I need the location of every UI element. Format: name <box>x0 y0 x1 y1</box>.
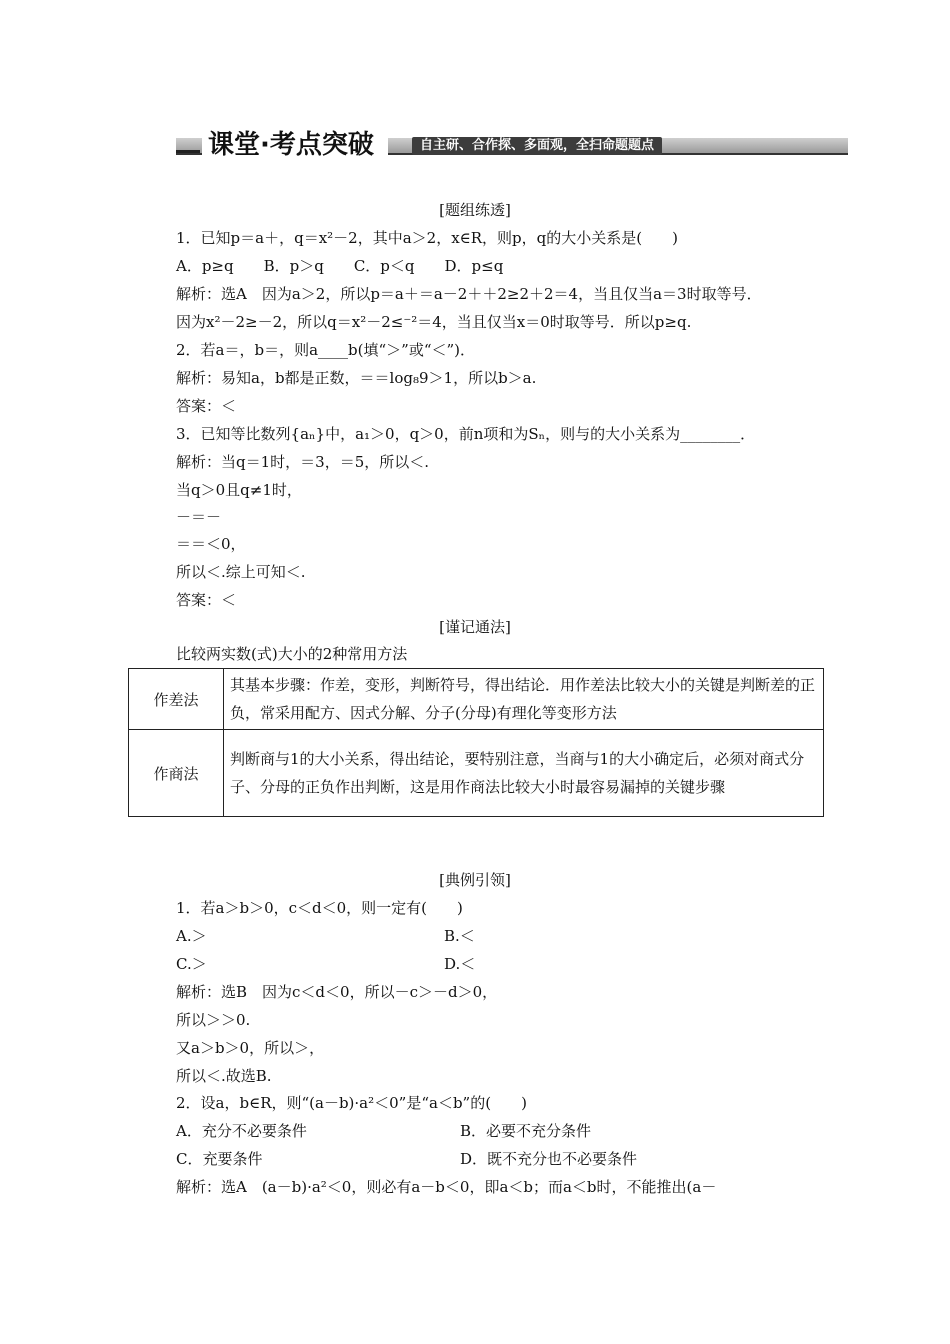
heading-examples: [典例引领] <box>439 871 511 889</box>
method-description: 其基本步骤：作差，变形，判断符号，得出结论．用作差法比较大小的关键是判断差的正负，常采用配方、因式分解、分子(分母)有理化等变形方法 <box>224 669 824 730</box>
method-description: 判断商与1的大小关系，得出结论，要特别注意，当商与1的大小确定后，必须对商式分子、分母的正负作出判断，这是用作商法比较大小时最容易漏掉的关键步骤 <box>224 730 824 817</box>
example-1-option-b: B.＜ <box>444 927 475 945</box>
heading-practice: [题组练透] <box>439 201 511 219</box>
question-3-answer: 答案：＜ <box>176 591 237 609</box>
question-3-solution-line-1: 解析：当q＝1时，＝3，＝5，所以＜. <box>176 453 430 471</box>
example-2-option-c: C．充要条件 <box>176 1150 263 1168</box>
example-2-solution: 解析：选A (a－b)·a²＜0，则必有a－b＜0，即a＜b；而a＜b时，不能推出(a－ <box>176 1178 717 1196</box>
banner-title: 课堂·考点突破 <box>202 128 388 162</box>
example-1: 1．若a＞b＞0，c＜d＜0，则一定有( ) <box>176 899 463 917</box>
question-3-solution-line-3: －＝－ <box>176 508 222 526</box>
question-2: 2．若a＝，b＝，则a____b(填“＞”或“＜”)． <box>176 341 476 359</box>
example-1-solution-line-3: 又a＞b＞0，所以＞， <box>176 1039 325 1057</box>
question-1-solution-line-1: 解析：选A 因为a＞2，所以p＝a＋＝a－2＋＋2≥2＋2＝4，当且仅当a＝3时取等号． <box>176 285 762 303</box>
example-2: 2．设a，b∈R，则“(a－b)·a²＜0”是“a＜b”的( ) <box>176 1094 527 1112</box>
table-row <box>129 730 824 817</box>
question-2-solution: 解析：易知a，b都是正数，＝＝log₈9＞1，所以b＞a. <box>176 369 537 387</box>
banner-left-line <box>176 150 200 153</box>
question-1: 1．已知p＝a＋，q＝x²－2，其中a＞2，x∈R，则p，q的大小关系是( ) <box>176 229 678 247</box>
example-1-option-d: D.＜ <box>444 955 476 973</box>
example-1-solution-line-1: 解析：选B 因为c＜d＜0，所以－c＞－d＞0， <box>176 983 498 1001</box>
example-2-option-b: B．必要不充分条件 <box>460 1122 592 1140</box>
question-3-solution-line-2: 当q＞0且q≠1时， <box>176 481 302 499</box>
example-1-solution-line-4: 所以＜.故选B. <box>176 1067 272 1085</box>
question-3-solution-line-4: ＝＝＜0， <box>176 535 246 553</box>
example-1-option-c: C.＞ <box>176 955 207 973</box>
example-1-solution-line-2: 所以＞＞0. <box>176 1011 251 1029</box>
question-2-answer: 答案：＜ <box>176 397 237 415</box>
section-banner <box>176 128 848 164</box>
example-2-option-d: D．既不充分也不必要条件 <box>460 1150 638 1168</box>
question-3: 3．已知等比数列{aₙ}中，a₁＞0，q＞0，前n项和为Sₙ，则与的大小关系为________． <box>176 425 756 443</box>
banner-subtitle: 自主研、合作探、多面观，全扫命题题点 <box>412 137 662 155</box>
question-1-solution-line-2: 因为x²－2≥－2，所以q＝x²－2≤⁻²＝4，当且仅当x＝0时取等号．所以p≥q. <box>176 313 692 331</box>
example-1-option-a: A.＞ <box>176 927 207 945</box>
heading-methods: [谨记通法] <box>439 618 511 636</box>
method-name: 作差法 <box>129 669 224 730</box>
methods-table <box>128 668 824 817</box>
question-3-solution-line-5: 所以＜.综上可知＜. <box>176 563 306 581</box>
example-2-option-a: A．充分不必要条件 <box>176 1122 307 1140</box>
table-row <box>129 669 824 730</box>
method-name: 作商法 <box>129 730 224 817</box>
methods-intro: 比较两实数(式)大小的2种常用方法 <box>176 645 408 663</box>
question-1-options: A．p≥q B．p＞q C．p＜q D．p≤q <box>176 257 504 275</box>
